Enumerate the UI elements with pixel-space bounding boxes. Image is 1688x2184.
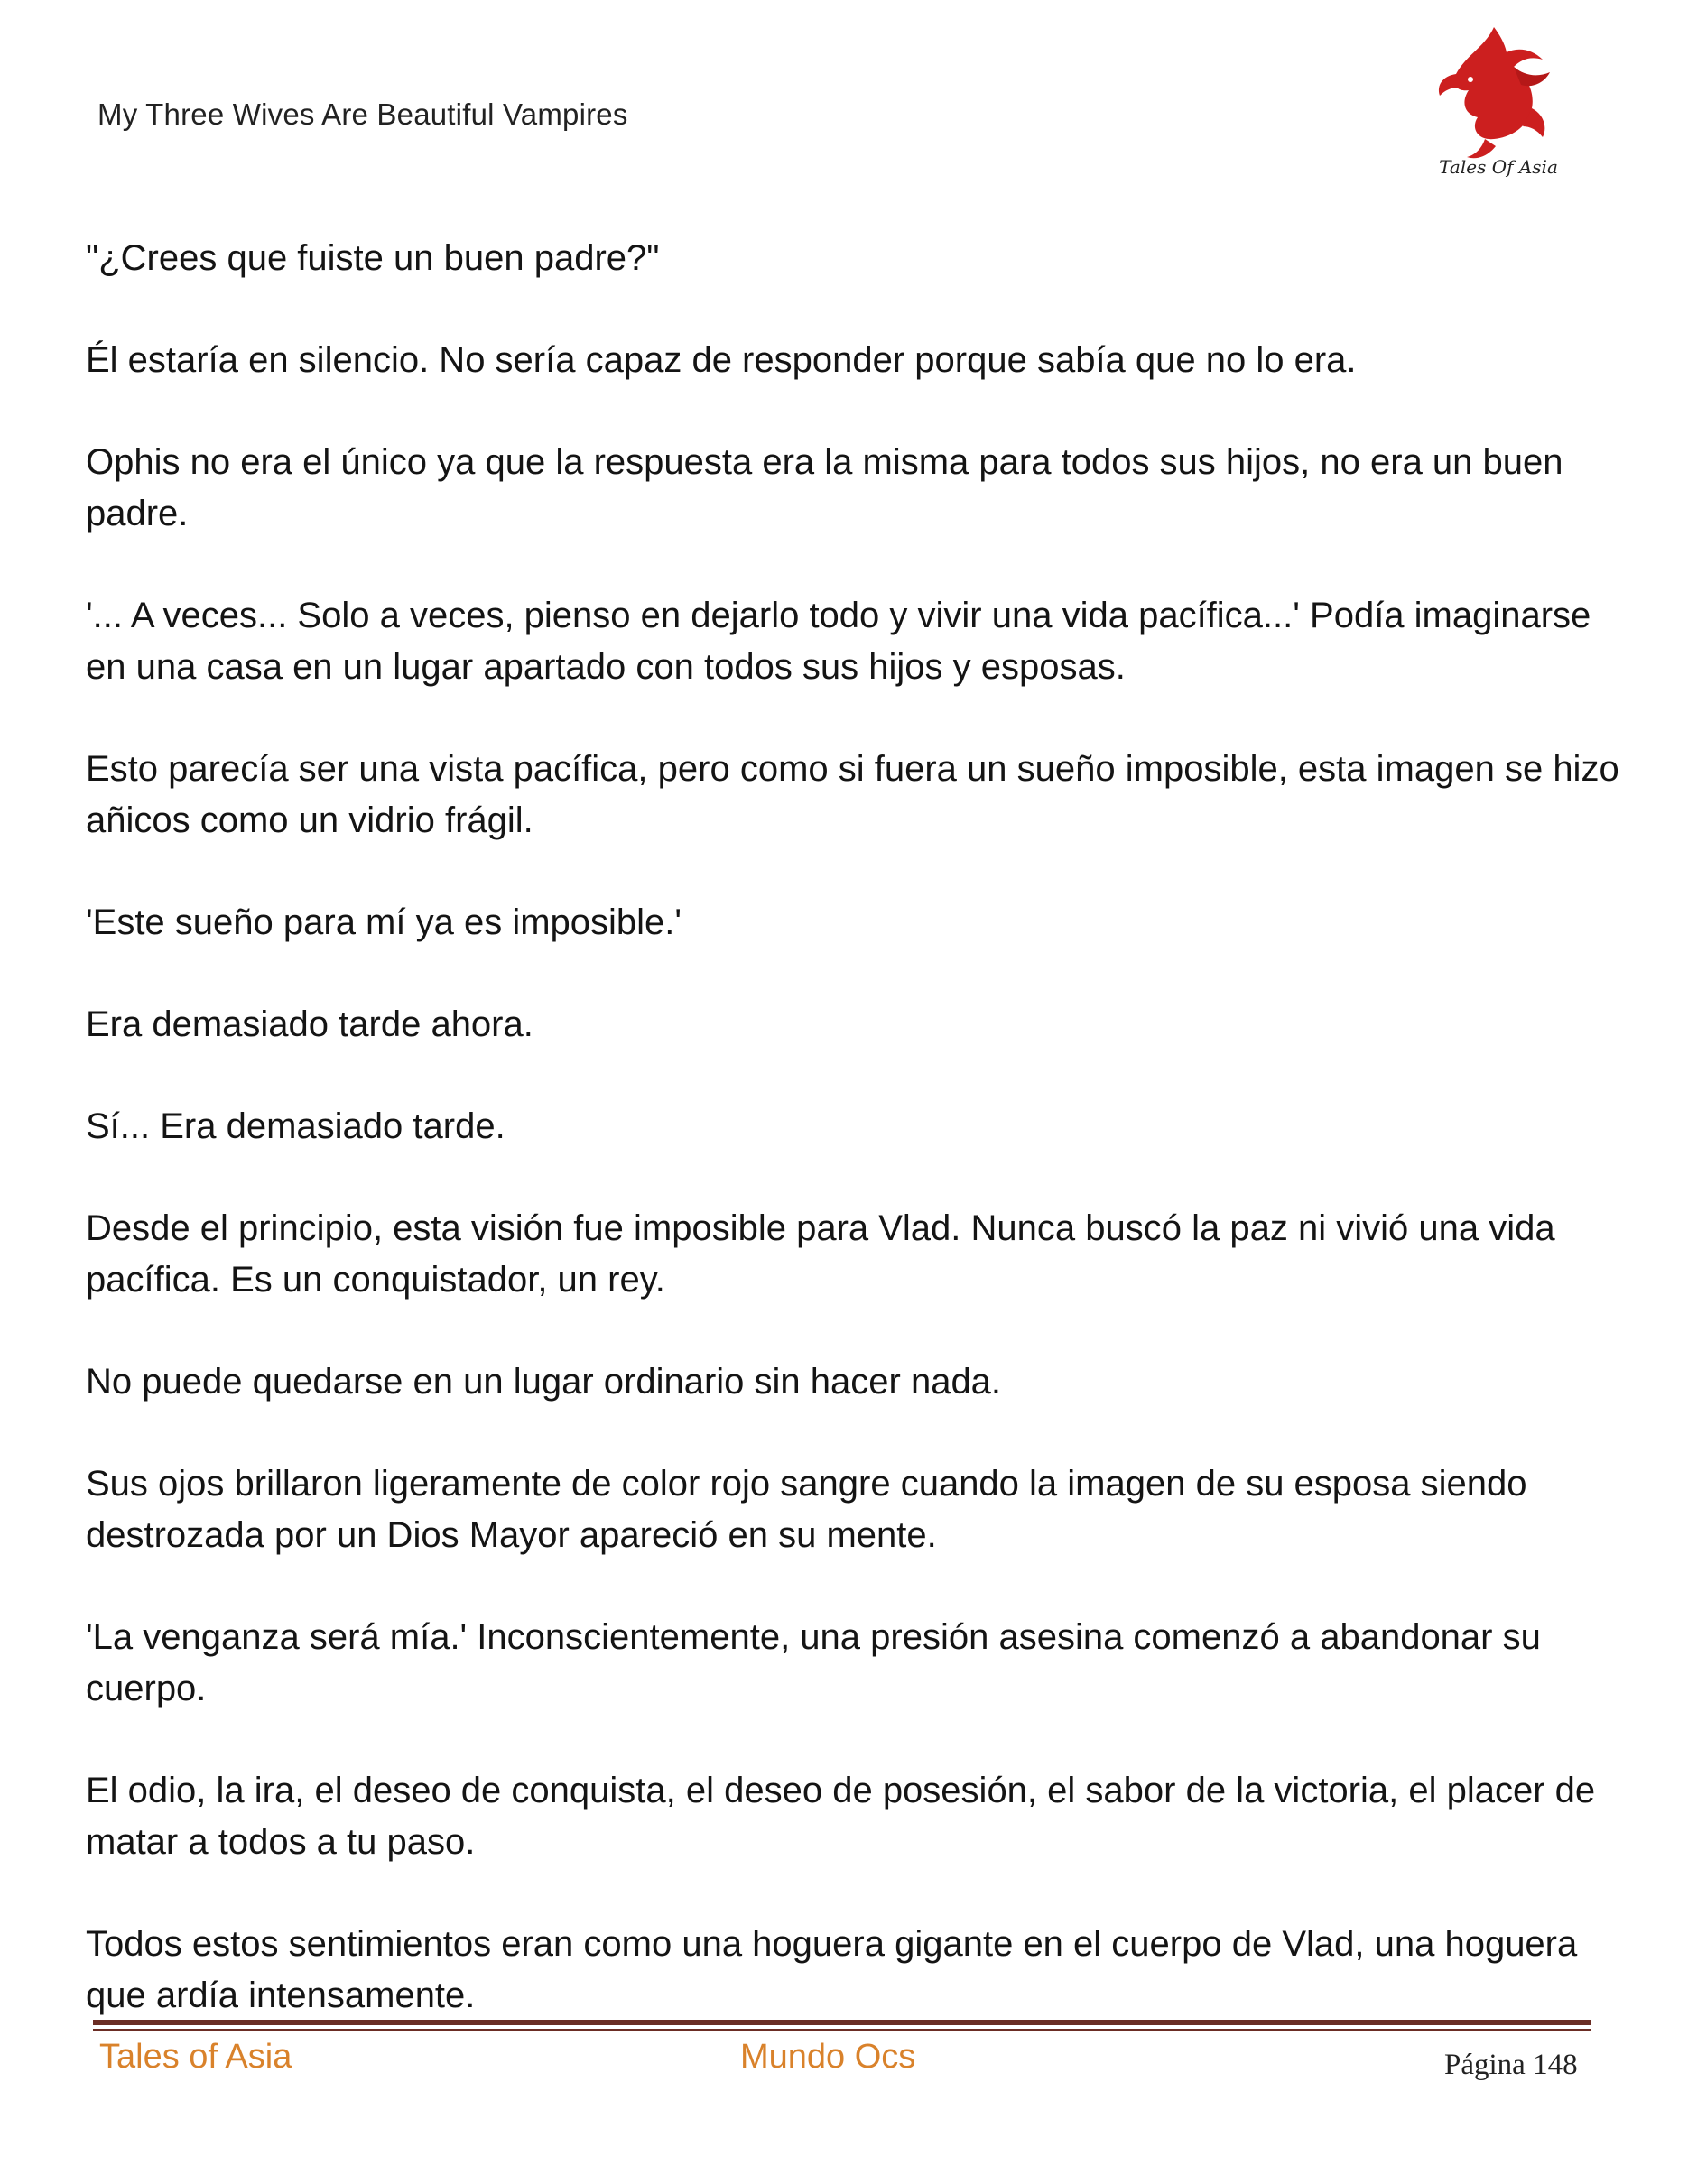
- footer-section-name: Mundo Ocs: [740, 2038, 916, 2076]
- paragraph: Esto parecía ser una vista pacífica, pero como si fuera un sueño imposible, esta imagen se hizo añicos como un vidrio frágil.: [86, 749, 1619, 840]
- paragraph: "¿Crees que fuiste un buen padre?": [86, 238, 660, 278]
- paragraph: Él estaría en silencio. No sería capaz de responder porque sabía que no lo era.: [86, 340, 1357, 380]
- paragraph: '... A veces... Solo a veces, pienso en dejarlo todo y vivir una vida pacífica...' Podía imaginarse en una casa en un lugar apartado con todos sus hijos y esposas.: [86, 596, 1591, 687]
- paragraph: Sus ojos brillaron ligeramente de color rojo sangre cuando la imagen de su esposa siendo destrozada por un Dios Mayor apareció en su mente.: [86, 1464, 1527, 1555]
- paragraph: 'Este sueño para mí ya es imposible.': [86, 902, 682, 942]
- page-number: Página 148: [1444, 2049, 1578, 2081]
- paragraph: Era demasiado tarde ahora.: [86, 1004, 533, 1044]
- paragraph: 'La venganza será mía.' Inconscientemente, una presión asesina comenzó a abandonar su cuerpo.: [86, 1617, 1541, 1708]
- paragraph: El odio, la ira, el deseo de conquista, el deseo de posesión, el sabor de la victoria, el placer de matar a todos a tu paso.: [86, 1771, 1596, 1862]
- footer-site-name: Tales of Asia: [99, 2038, 292, 2076]
- paragraph: No puede quedarse en un lugar ordinario sin hacer nada.: [86, 1362, 1002, 1402]
- dragon-logo-icon: [1431, 20, 1566, 182]
- logo-wordmark: Tales Of Asia: [1439, 156, 1558, 178]
- tales-of-asia-logo: [1431, 20, 1566, 182]
- footer-divider-thin: [93, 2029, 1591, 2031]
- paragraph: Todos estos sentimientos eran como una hoguera gigante en el cuerpo de Vlad, una hoguera que ardía intensamente.: [86, 1924, 1578, 2015]
- paragraph: Sí... Era demasiado tarde.: [86, 1106, 505, 1146]
- body-text: [86, 233, 1620, 2072]
- paragraph: Desde el principio, esta visión fue imposible para Vlad. Nunca buscó la paz ni vivió una vida pacífica. Es un conquistador, un rey.: [86, 1208, 1555, 1300]
- footer-divider-thick: [93, 2020, 1591, 2025]
- document-header-title: My Three Wives Are Beautiful Vampires: [97, 97, 628, 131]
- paragraph: Ophis no era el único ya que la respuesta era la misma para todos sus hijos, no era un buen padre.: [86, 442, 1563, 533]
